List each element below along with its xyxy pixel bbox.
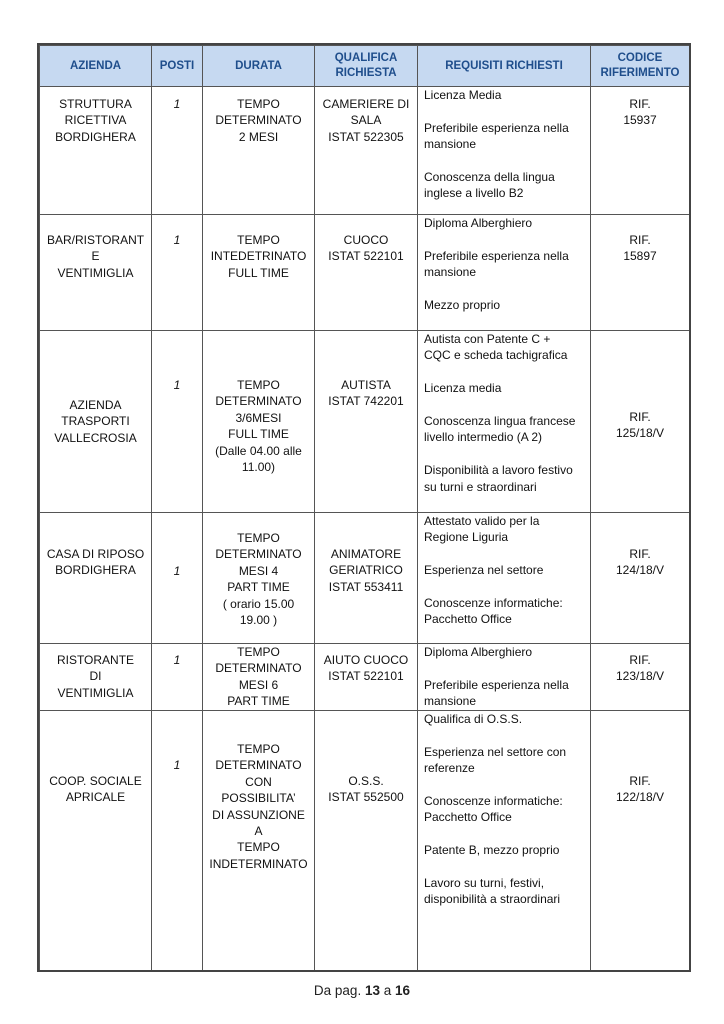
requisito-item: Qualifica di O.S.S. [424,712,523,726]
cell-durata: TEMPO DETERMINATO CON POSSIBILITA’ DI ASSUNZIONE A TEMPO INDETERMINATO [203,711,315,973]
cell-codice: RIF. 122/18/V [591,711,690,973]
cell-durata: TEMPO DETERMINATO MESI 4 PART TIME ( orario 15.00 19.00 ) [203,513,315,644]
page-total: 16 [395,983,411,998]
cell-codice: RIF. 15937 [591,87,690,215]
requisito-item: Diploma Alberghiero [424,216,533,230]
header-posti: POSTI [152,46,203,87]
requisito-item: Preferibile esperienza nella mansione [424,248,569,280]
requisito-item: Esperienza nel settore con referenze [424,744,567,776]
cell-requisiti [418,87,591,215]
requisito-item: Autista con Patente C + CQC e scheda tachigrafica [424,332,568,363]
cell-qualifica: AUTISTA ISTAT 742201 [315,331,418,513]
header-requisiti: REQUISITI RICHIESTI [418,46,591,87]
requisito-item: Disponibilità a lavoro festivo su turni e straordinari [424,463,573,494]
requisito-item: Esperienza nel settore [424,563,544,578]
cell-durata: TEMPO DETERMINATO 3/6MESI FULL TIME (Dalle 04.00 alle 11.00) [203,331,315,513]
cell-requisiti [418,644,591,711]
requisito-item: Preferibile esperienza nella mansione [424,677,569,709]
cell-durata: TEMPO DETERMINATO MESI 6 PART TIME [203,644,315,711]
cell-codice: RIF. 125/18/V [591,331,690,513]
cell-durata: TEMPO INTEDETRINATO FULL TIME [203,215,315,331]
cell-codice: RIF. 123/18/V [591,644,690,711]
document-page [37,43,691,972]
cell-azienda: STRUTTURA RICETTIVA BORDIGHERA [40,87,152,215]
cell-azienda: COOP. SOCIALE APRICALE [40,711,152,973]
requisito-item: Licenza media [424,381,502,396]
cell-codice: RIF. 15897 [591,215,690,331]
header-codice: CODICE RIFERIMENTO [591,46,690,87]
cell-codice: RIF. 124/18/V [591,513,690,644]
requisito-item: Conoscenze informatiche: Pacchetto Office [424,794,563,825]
requisito-item: Diploma Alberghiero [424,645,533,659]
requisito-item: Preferibile esperienza nella mansione [424,120,569,152]
header-azienda: AZIENDA [40,46,152,87]
cell-posti: 1 [152,215,203,331]
cell-requisiti [418,331,591,513]
table-row [40,711,690,973]
cell-posti: 1 [152,331,203,513]
cell-azienda: CASA DI RIPOSO BORDIGHERA [40,513,152,644]
page-footer [0,983,724,998]
requisito-item: Mezzo proprio [424,298,501,312]
page-separator: a [383,983,392,998]
cell-requisiti [418,215,591,331]
requisito-item: Licenza Media [424,88,502,102]
requisito-item: Lavoro su turni, festivi, disponibilità a straordinari [424,876,561,907]
cell-requisiti [418,711,591,973]
cell-qualifica: CUOCO ISTAT 522101 [315,215,418,331]
cell-requisiti [418,513,591,644]
requisito-item: Attestato valido per la Regione Liguria [424,514,540,545]
requisito-item: Conoscenza lingua francese livello intermedio (A 2) [424,414,576,445]
cell-qualifica: CAMERIERE DI SALA ISTAT 522305 [315,87,418,215]
table-row [40,644,690,711]
page-current: 13 [364,983,380,998]
cell-posti: 1 [152,711,203,973]
cell-posti: 1 [152,513,203,644]
table-row [40,87,690,215]
job-offers-table [39,45,690,972]
cell-qualifica: AIUTO CUOCO ISTAT 522101 [315,644,418,711]
header-qualifica: QUALIFICA RICHIESTA [315,46,418,87]
requisito-item: Conoscenza della lingua inglese a livello B2 [424,170,555,201]
table-row [40,331,690,513]
header-durata: DURATA [203,46,315,87]
cell-qualifica: ANIMATORE GERIATRICO ISTAT 553411 [315,513,418,644]
requisito-item: Conoscenze informatiche: Pacchetto Office [424,596,563,627]
cell-qualifica: O.S.S. ISTAT 552500 [315,711,418,973]
table-row [40,513,690,644]
cell-azienda: RISTORANTE DI VENTIMIGLIA [40,644,152,711]
table-row [40,215,690,331]
page-prefix: Da pag. [313,983,362,998]
cell-durata: TEMPO DETERMINATO 2 MESI [203,87,315,215]
cell-azienda: BAR/RISTORANTE VENTIMIGLIA [40,215,152,331]
cell-azienda: AZIENDA TRASPORTI VALLECROSIA [40,331,152,513]
requisito-item: Patente B, mezzo proprio [424,843,560,858]
cell-posti: 1 [152,87,203,215]
table-header-row [40,46,690,87]
cell-posti: 1 [152,644,203,711]
